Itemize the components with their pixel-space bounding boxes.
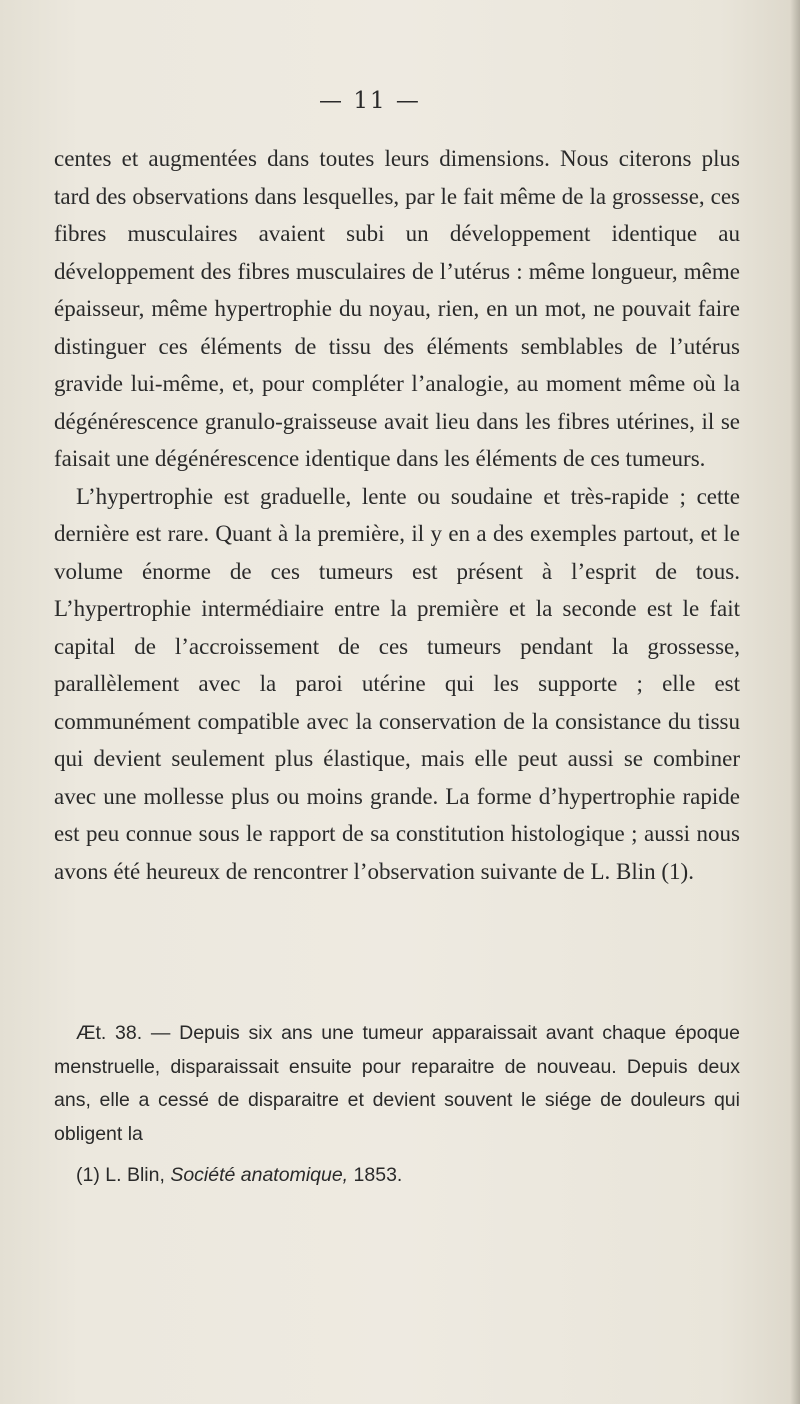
footnote-author: L. Blin, [105,1164,165,1186]
paragraph-2: L’hypertrophie est graduelle, lente ou soudaine et très-rapide ; cette dernière est rare. Quant à la première, il y en a des exemples partout, et le volume énorme de ces tumeurs est présent à l’esprit de tous. L’hypertrophie intermédiaire entre la première et la seconde est le fait capital de l’accroissement de ces tumeurs pendant la grossesse, parallèlement avec la paroi utérine qui les supporte ; elle est communément compatible avec la conservation de la consistance du tissu qui devient seulement plus élastique, mais elle peut aussi se combiner avec une mollesse plus ou moins grande. La forme d’hypertrophie rapide est peu connue sous le rapport de sa constitution histologique ; aussi nous avons été heureux de rencontrer l’observation suivante de L. Blin (1). [54,483,740,884]
paragraph-1: centes et augmentées dans toutes leurs dimensions. Nous citerons plus tard des observations dans lesquelles, par le fait même de la grossesse, ces fibres musculaires avaient subi un développement identique au développement des fibres musculaires de l’utérus : même longueur, même épaisseur, même hypertrophie du noyau, rien, en un mot, ne pouvait faire distinguer ces éléments de tissu des éléments semblables de l’utérus gravide lui-même, et, pour compléter l’analogie, au moment même où la dégénérescence granulo-graisseuse avait lieu dans les fibres utérines, il se faisait une dégénérescence identique dans les éléments de ces tumeurs. [54,146,740,471]
observation-paragraph: Æt. 38. — Depuis six ans une tumeur apparaissait avant chaque époque menstruelle, disparaissait ensuite pour reparaitre de nouveau. Depuis deux ans, elle a cessé de disparaitre et devient souvent le siége de douleurs qui obligent la [54,1022,740,1145]
observation-text [54,1017,740,1151]
footnote-year: 1853. [353,1164,403,1186]
main-text [54,140,740,890]
page-number: — 11 — [319,88,421,114]
page-edge-shadow [790,0,800,1404]
footnote-marker: (1) [76,1164,100,1186]
footnote-journal: Société anatomique, [170,1164,349,1186]
footnote [76,1160,736,1190]
